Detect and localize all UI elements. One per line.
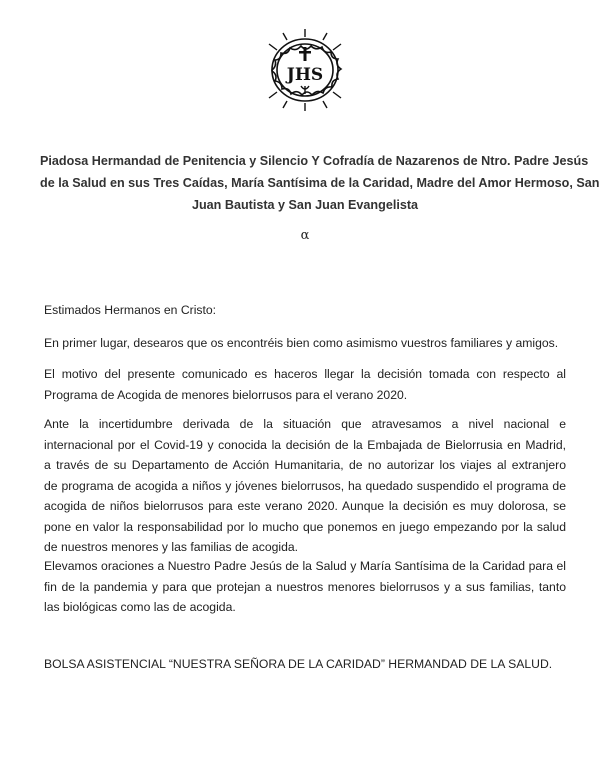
closing-text: BOLSA ASISTENCIAL “NUESTRA SEÑORA DE LA CARIDAD” HERMANDAD DE LA SALUD. [44, 657, 553, 671]
paragraph-line: Ante la incertidumbre derivada de la situación que atravesamos a nivel nacional e [44, 417, 566, 431]
paragraph-line: de nuestros menores y las familias de acogida. [44, 540, 299, 554]
paragraph-line: acogida de niños bielorrusos para este verano 2020. Aunque la decisión es muy dolorosa, se [44, 499, 566, 513]
closing-signature [44, 654, 566, 675]
title-line: de la Salud en sus Tres Caídas, María Santísima de la Caridad, Madre del Amor Hermoso, San [40, 176, 600, 190]
paragraph-line: pone en valor la responsabilidad por lo mucho que ponemos en juego empezando por la salud [44, 519, 566, 534]
title-line: Piadosa Hermandad de Penitencia y Silencio Y Cofradía de Nazarenos de Ntro. Padre Jesús [40, 154, 589, 168]
paragraph-line: El motivo del presente comunicado es haceros llegar la decisión tomada con respecto al [44, 367, 566, 381]
greeting [44, 300, 566, 321]
paragraph-line: fin de la pandemia y para que protejan a nuestros menores bielorrusos y a sus familias, tanto [44, 579, 566, 594]
paragraph-4 [44, 556, 566, 618]
paragraph-line: a través de su Departamento de Acción Humanitaria, de no autorizar los viajes al extranjero [44, 458, 566, 472]
brotherhood-title [40, 150, 600, 216]
paragraph-line: Elevamos oraciones a Nuestro Padre Jesús de la Salud y María Santísima de la Caridad para el [44, 559, 566, 573]
alpha-symbol: α [300, 228, 310, 243]
paragraph-line: internacional por el Covid-19 y conocida la decisión de la Embajada de Bielorrusia en Madrid, [44, 437, 566, 452]
jhs-seal-icon [257, 20, 353, 116]
paragraph-2 [44, 364, 566, 405]
paragraph-line: de programa de acogida a niños y jóvenes bielorrusos, ha quedado suspendido el programa de [44, 478, 566, 493]
paragraph-line: Programa de Acogida de menores bielorrusos para el verano 2020. [44, 387, 408, 402]
paragraph-1 [44, 333, 566, 354]
seal-monogram: JHS [286, 65, 324, 85]
title-line: Juan Bautista y San Juan Evangelista [191, 198, 419, 212]
greeting-text: Estimados Hermanos en Cristo: [44, 303, 217, 317]
paragraph-text: En primer lugar, desearos que os encontréis bien como asimismo vuestros familiares y amigos. [44, 336, 559, 350]
paragraph-line: las biológicas como las de acogida. [44, 600, 236, 614]
paragraph-3 [44, 414, 566, 558]
